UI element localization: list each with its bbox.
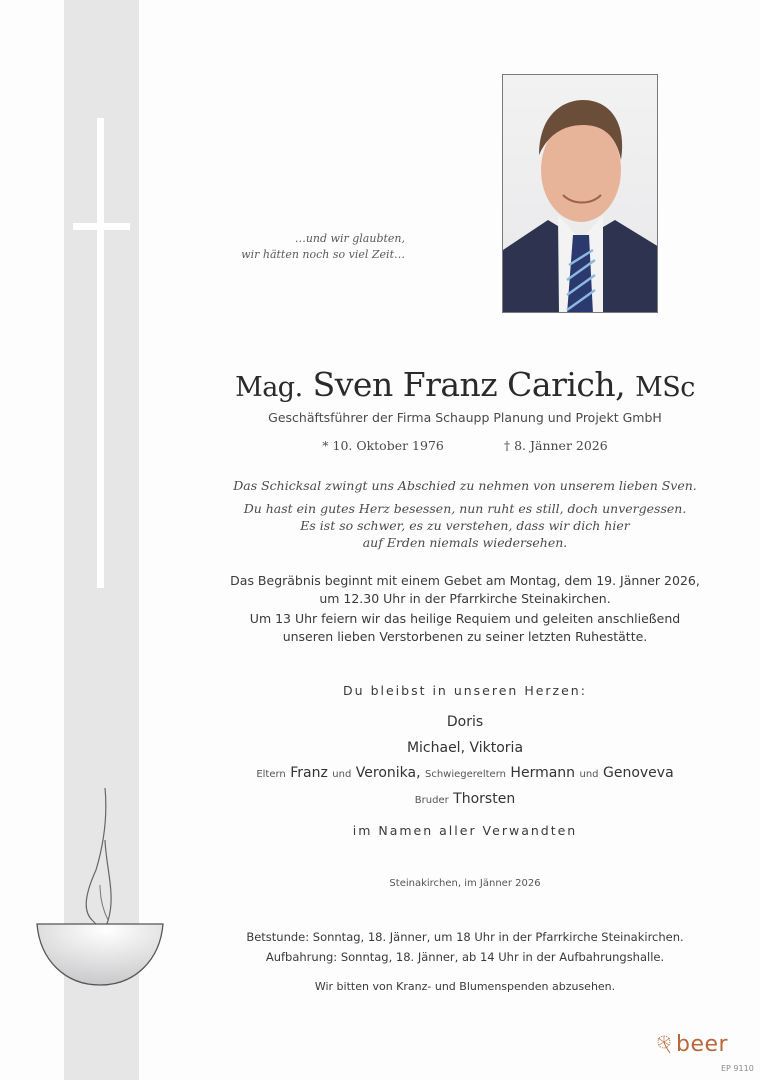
poem-line: Es ist so schwer, es zu verstehen, dass wir dich hier [300,518,630,533]
brother-label: Bruder [414,795,449,806]
inlaw-name: Genoveva [602,765,674,781]
funeral-line: Das Begräbnis beginnt mit einem Gebet am Montag, dem 19. Jänner 2026, [230,573,700,588]
relatives-closing: im Namen aller Verwandten [352,823,578,838]
parents-line [200,765,730,781]
inlaw-name: Hermann [510,765,576,781]
flowers-request: Wir bitten von Kranz- und Blumenspenden abzusehen. [314,980,616,993]
poem [200,500,730,551]
funeral-details [200,572,730,608]
full-name: Sven Franz Carich, [312,365,626,404]
poem-line: Du hast ein gutes Herz besessen, nun ruht es still, doch unvergessen. [243,501,687,516]
inlaws-label: Schwiegereltern [425,769,506,780]
oil-lamp-icon [30,780,170,990]
place-and-date: Steinakirchen, im Jänner 2026 [389,878,541,889]
funeral-home-logo [656,1031,728,1057]
portrait-photo [502,74,658,313]
memorial-quote [200,231,405,263]
mother-name: Veronika, [355,765,421,781]
quote-line: …und wir glaubten, [294,232,405,245]
birth-date: * 10. Oktober 1976 [322,438,444,453]
academic-title-suffix: MSc [635,372,695,403]
death-date: † 8. Jänner 2026 [503,438,608,453]
deceased-name [200,362,730,411]
brother-line [200,791,730,807]
father-name: Franz [290,765,328,781]
conjunction: und [332,769,352,780]
children-names: Michael, Viktoria [406,740,524,756]
academic-title-prefix: Mag. [235,372,303,403]
quote-line: wir hätten noch so viel Zeit… [241,248,405,261]
brother-name: Thorsten [453,791,516,807]
viewing-info: Aufbahrung: Sonntag, 18. Jänner, ab 14 Uhr in der Aufbahrungshalle. [265,950,665,964]
requiem-line: unseren lieben Verstorbenen zu seiner letzten Ruhestätte. [282,629,648,644]
logo-text: beer [676,1031,729,1057]
dandelion-icon [656,1034,674,1054]
occupation: Geschäftsführer der Firma Schaupp Planung und Projekt GmbH [268,410,662,425]
prayer-hour-info: Betstunde: Sonntag, 18. Jänner, um 18 Uhr in der Pfarrkirche Steinakirchen. [246,930,684,944]
poem-line: auf Erden niemals wiedersehen. [362,535,568,550]
cross-icon-bar [73,223,130,230]
funeral-line: um 12.30 Uhr in der Pfarrkirche Steinakirchen. [319,591,611,606]
requiem-line: Um 13 Uhr feiern wir das heilige Requiem und geleiten anschließend [249,611,681,626]
portrait-illustration [503,75,658,313]
conjunction: und [579,769,599,780]
life-dates [200,438,730,453]
product-code: EP 9110 [721,1064,754,1073]
spouse-name: Doris [446,714,484,730]
mourners-heading: Du bleibst in unseren Herzen: [343,683,587,698]
cross-icon [97,118,104,588]
parents-label: Eltern [256,769,286,780]
requiem-details [200,610,730,646]
farewell-line: Das Schicksal zwingt uns Abschied zu nehmen von unserem lieben Sven. [233,478,697,493]
